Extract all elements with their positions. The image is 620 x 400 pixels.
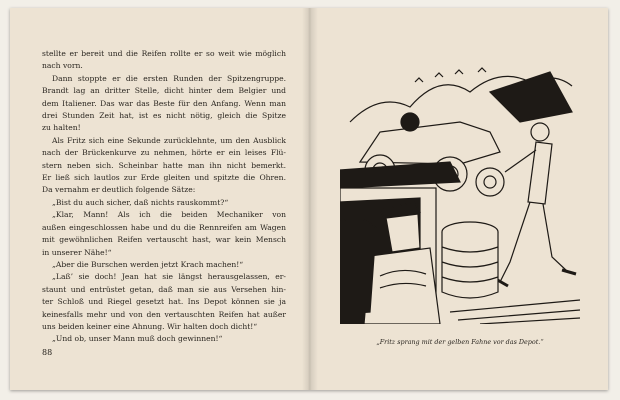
text-line: Da vernahm er deutlich folgende Sätze:	[42, 185, 196, 195]
book-gutter	[302, 8, 318, 390]
text-line: keinesfalls mehr und von den vertauschten Reifen hat außer	[42, 309, 286, 319]
boy-arm	[505, 150, 536, 172]
text-line: stellte er bereit und die Reifen rollte er so weit wie möglich	[42, 49, 286, 58]
paragraph	[42, 271, 286, 333]
woodcut-racing-scene-illustration	[340, 52, 580, 324]
text-line: „Aber die Burschen werden jetzt Krach machen!“	[52, 259, 244, 269]
paragraph	[42, 259, 286, 271]
right-page	[310, 8, 608, 390]
text-line: dem Italiener. Das war das Beste für den Anfang. Wenn man	[42, 98, 286, 108]
boy-leg-right	[543, 204, 568, 272]
paragraph	[42, 135, 286, 197]
text-line: mit gewöhnlichen Reifen vertauscht hast, war kein Mensch	[42, 235, 286, 245]
boy-body	[528, 142, 552, 204]
text-line: in unserer Nähe!“	[42, 247, 112, 257]
paragraph	[42, 73, 286, 135]
text-line: nach der Brückenkurve zu nehmen, hörte er ein leises Flü-	[42, 148, 286, 158]
text-line: ter Schloß und Riegel gesetzt hat. Ins Depot können sie ja	[42, 297, 286, 307]
boy-shoe-right	[562, 270, 576, 274]
illustration-caption: „Fritz sprang mit der gelben Fahne vor das Depot.“	[376, 338, 544, 346]
text-line: staunt und entrüstet getan, daß man sie aus Versehen hin-	[42, 284, 286, 294]
text-line: nach vorn.	[42, 61, 83, 71]
body-text	[42, 48, 286, 346]
paragraph	[42, 209, 286, 259]
boy-leg-left	[500, 202, 530, 282]
text-line: außen eingeschlossen habe und du die Rennreifen am Wagen	[42, 222, 286, 232]
text-line: zu halten!	[42, 123, 81, 133]
paragraph	[42, 197, 286, 209]
left-page	[10, 8, 308, 390]
text-line: Als Fritz sich eine Sekunde zurücklehnte, um den Ausblick	[52, 135, 286, 145]
man-face	[386, 214, 420, 252]
text-line: „Bist du auch sicher, daß nichts rauskommt?“	[52, 197, 229, 207]
text-line: drei Stunden Zeit hat, ist es nicht nötig, gleich die Spitze	[42, 111, 286, 121]
text-line: „Klar, Mann! Als ich die beiden Mechaniker von	[52, 210, 286, 220]
shadow-man	[340, 218, 376, 314]
driver-head	[401, 113, 419, 131]
crowd-dots	[415, 68, 486, 82]
text-line: Dann stoppte er die ersten Runden der Spitzengruppe.	[52, 73, 286, 83]
ground-hatching	[450, 300, 580, 324]
paragraph	[42, 333, 286, 345]
text-line: Brandt lag an dritter Stelle, dicht hinter dem Belgier und	[42, 86, 286, 96]
open-book-spread	[10, 8, 608, 390]
paragraph	[42, 48, 286, 73]
text-line: uns beiden keiner eine Ahnung. Wir halten doch dicht!“	[42, 321, 258, 331]
page-number: 88	[42, 348, 53, 357]
car-wheel-side	[476, 168, 504, 196]
man-coat	[364, 248, 440, 324]
text-line: „Und ob, unser Mann muß doch gewinnen!“	[52, 334, 223, 344]
boy-head	[531, 123, 549, 141]
text-line: Er ließ sich lautlos zur Erde gleiten und spitzte die Ohren.	[42, 173, 286, 183]
text-line: stern neben sich. Scheinbar hatte man ihn nicht bemerkt.	[42, 160, 286, 170]
text-line: „Laß’ sie doch! Jean hat sie längst herausgelassen, er-	[52, 272, 286, 282]
